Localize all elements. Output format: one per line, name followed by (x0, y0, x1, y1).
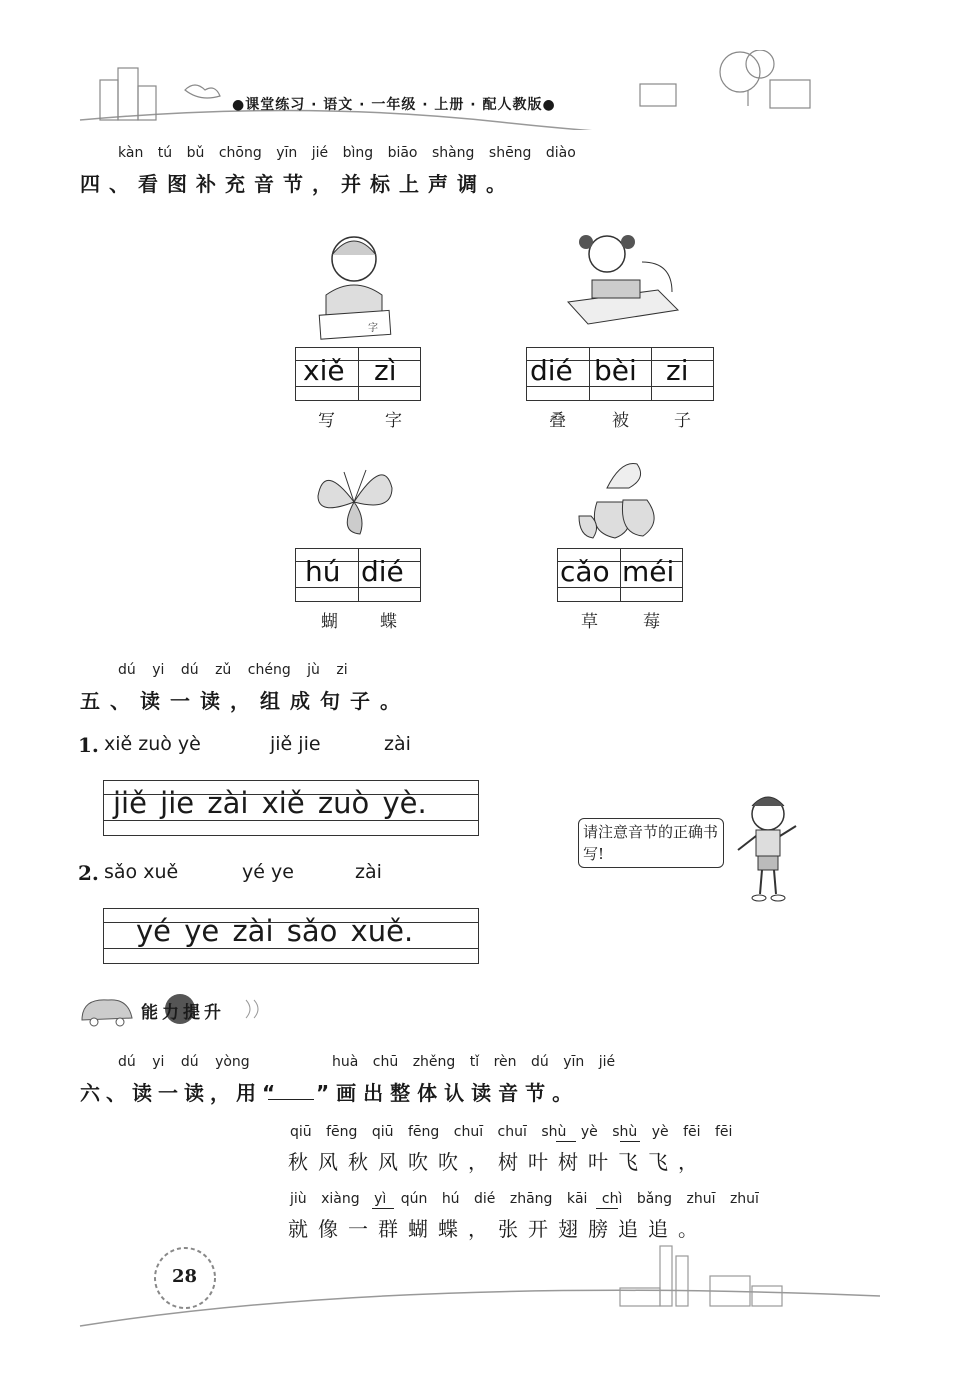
answer-1: jiě jie zài xiě zuò yè. (113, 786, 427, 820)
girl-writing-picture (312, 225, 396, 341)
header-title: ●课堂练习 · 语文 · 一年级 · 上册 · 配人教版● (232, 97, 556, 113)
syllable-xie: xiě (303, 354, 345, 387)
exercise2-word2: yé ye (242, 861, 294, 883)
hanzi-xie: 写 (318, 411, 335, 431)
underline-ye-2 (620, 1141, 640, 1142)
exercise2-number: 2. (78, 861, 99, 885)
hanzi-zi3: 子 (674, 411, 691, 431)
section5-pinyin: dú yi dú zǔ chéng jù zi (118, 662, 348, 678)
hanzi-bei: 被 (612, 411, 629, 431)
section6-title-b: ”画出整体认读音节。 (316, 1081, 580, 1105)
section6-pinyin-right: huà chū zhěng tǐ rèn dú yīn jié (332, 1054, 616, 1070)
tree-icon (640, 50, 810, 108)
section4-title: 四、看图补充音节，并标上声调。 (80, 172, 515, 196)
butterfly-picture (314, 462, 396, 540)
section4-pinyin: kàn tú bǔ chōng yīn jié bìng biāo shàng shēng diào (118, 145, 576, 161)
page-number: 28 (172, 1266, 198, 1287)
syllable-die: dié (530, 354, 573, 387)
underline-ye-1 (556, 1141, 576, 1142)
poem-line2-text: 就像一群蝴蝶，张开翅膀追追。 (288, 1217, 708, 1241)
syllable-hu: hú (305, 555, 341, 588)
hanzi-zi: 字 (385, 411, 402, 431)
syllable-mei: méi (622, 555, 675, 588)
syllable-zi: zì (374, 354, 397, 387)
hanzi-die: 叠 (549, 411, 566, 431)
syllable-cao: cǎo (560, 555, 610, 588)
footer-decoration (0, 1236, 979, 1336)
hanzi-cao: 草 (581, 612, 598, 632)
answer-2: yé ye zài sǎo xuě. (136, 914, 414, 948)
ability-banner-label: 能力提升 (141, 1003, 225, 1023)
exercise1-word3: zài (384, 733, 411, 755)
hanzi-mei: 莓 (643, 612, 660, 632)
exercise2-word3: zài (355, 861, 382, 883)
exercise1-number: 1. (78, 733, 99, 757)
hanzi-hu: 蝴 (321, 612, 338, 632)
underline-yi (372, 1208, 394, 1209)
syllable-die2: dié (361, 555, 404, 588)
poem-line1-pinyin: qiū fēng qiū fēng chuī chuī shù yè shù yè fēi fēi (290, 1124, 733, 1140)
exercise1-word1: xiě zuò yè (104, 733, 201, 755)
exercise2-word1: sǎo xuě (104, 861, 179, 883)
section6-title-a: 六、读一读，用“ (80, 1081, 282, 1105)
underline-sample (268, 1099, 314, 1100)
poem-line2-pinyin: jiù xiàng yì qún hú dié zhāng kāi chì bǎng zhuī zhuī (290, 1191, 759, 1207)
boy-pointing-picture (724, 786, 810, 906)
header-decoration (0, 50, 979, 130)
underline-chi (596, 1208, 618, 1209)
hanzi-die2: 蝶 (380, 612, 397, 632)
city-skyline-icon (620, 1246, 782, 1306)
section5-title: 五、读一读，组成句子。 (80, 689, 410, 713)
syllable-zi2: zi (666, 354, 689, 387)
strawberry-picture (577, 458, 663, 542)
syllable-bei: bèi (594, 354, 637, 387)
svg-text:字: 字 (368, 323, 378, 334)
tip-bubble: 请注意音节的正确书写! (578, 818, 724, 868)
exercise1-word2: jiě jie (270, 733, 321, 755)
section6-pinyin-left: dú yi dú yòng (118, 1054, 250, 1070)
poem-line1-text: 秋风秋风吹吹，树叶树叶飞飞， (288, 1150, 708, 1174)
girl-folding-quilt-picture (562, 222, 680, 340)
